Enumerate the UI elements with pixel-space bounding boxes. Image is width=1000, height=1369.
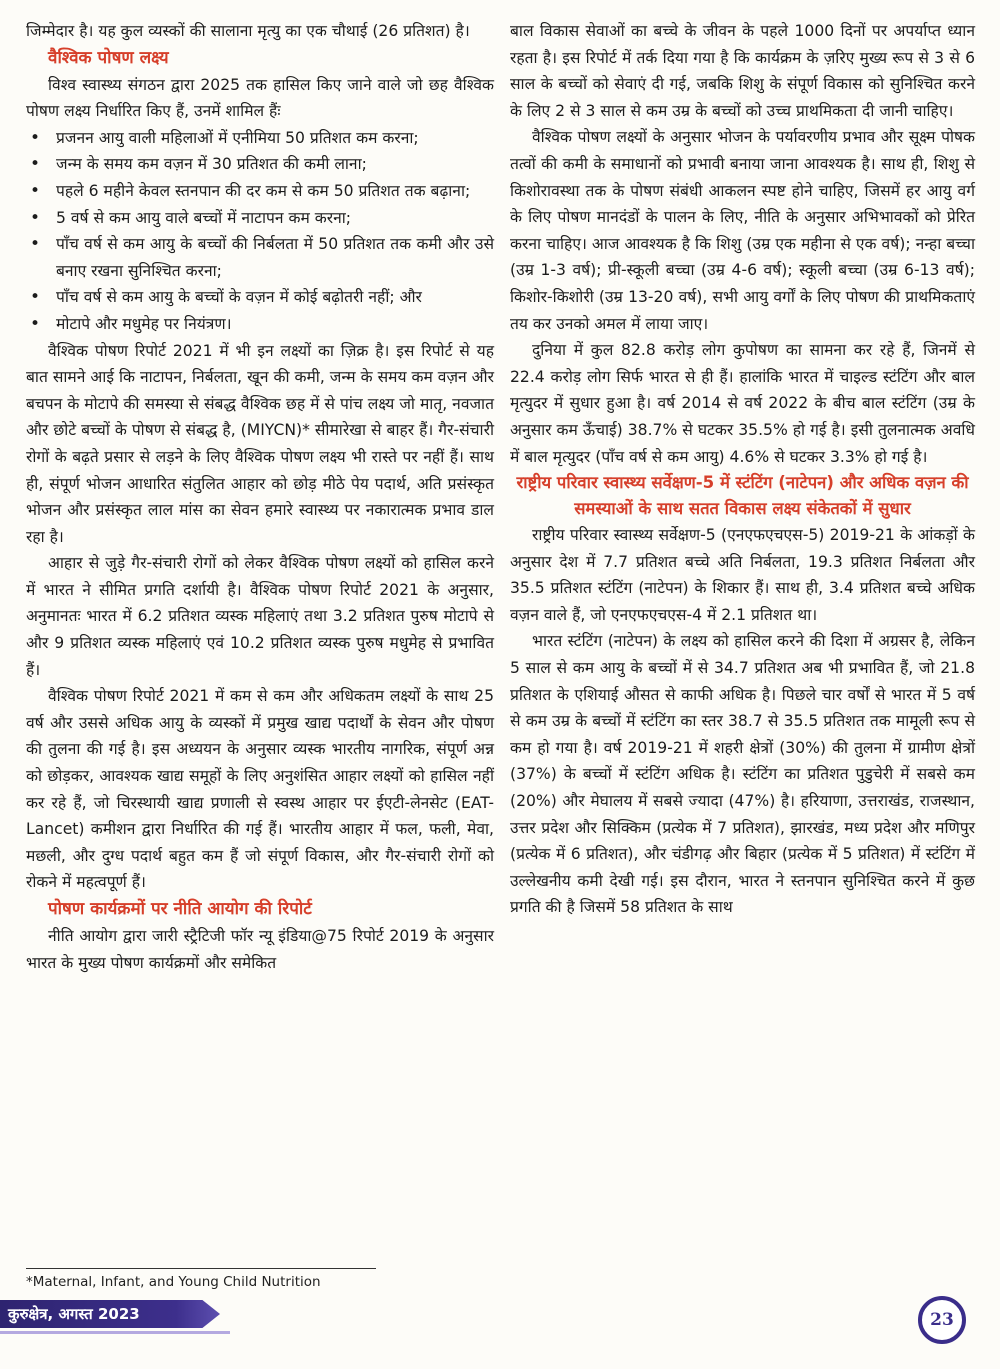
list-item: • पहले 6 महीने केवल स्तनपान की दर कम से कम 50 प्रतिशत तक बढ़ाना; (56, 178, 494, 205)
paragraph: बाल विकास सेवाओं का बच्चे के जीवन के पहले 1000 दिनों पर अपर्याप्त ध्यान रहता है। इस रिपोर्ट में तर्क दिया गया है कि कार्यक्रम के ज़रिए मुख्य रूप से 3 से 6 साल के बच्चों को सेवाएं दी गई, जबकि शिशु के संपूर्ण विकास को सुनिश्चित करने के लिए 2 से 3 साल से कम उम्र के बच्चों को उच्च प्राथमिकता दी जानी चाहिए। (510, 22, 975, 120)
list-item: • पाँच वर्ष से कम आयु के बच्चों की निर्बलता में 50 प्रतिशत तक कमी और उसे बनाए रखना सुनिश्चित करना; (56, 231, 494, 284)
section-heading-niti-aayog-report: पोषण कार्यक्रमों पर नीति आयोग की रिपोर्ट (48, 899, 312, 919)
magazine-issue-label: कुरुक्षेत्र, अगस्त 2023 (8, 1305, 140, 1323)
list-item: • प्रजनन आयु वाली महिलाओं में एनीमिया 50 प्रतिशत कम करना; (56, 125, 494, 152)
list-item: • पाँच वर्ष से कम आयु के बच्चों के वज़न में कोई बढ़ोतरी नहीं; और (56, 284, 494, 311)
paragraph: आहार से जुड़े गैर-संचारी रोगों को लेकर वैश्विक पोषण लक्ष्यों को हासिल करने में भारत ने सीमित प्रगति दर्शायी है। वैश्विक पोषण रिपोर्ट 2021 के अनुसार, अनुमानतः भारत में 6.2 प्रतिशत व्यस्क महिलाएं तथा 3.2 प्रतिशत पुरुष मोटापे से और 9 प्रतिशत व्यस्क महिलाएं एवं 10.2 प्रतिशत व्यस्क पुरुष मधुमेह से प्रभावित हैं। (26, 554, 494, 679)
list-item: • 5 वर्ष से कम आयु वाले बच्चों में नाटापन कम करना; (56, 205, 494, 232)
paragraph: राष्ट्रीय परिवार स्वास्थ्य सर्वेक्षण-5 (एनएफएचएस-5) 2019-21 के आंकड़ों के अनुसार देश में 7.7 प्रतिशत बच्चे अति निर्बलता, 19.3 प्रतिशत निर्बलता और 35.5 प्रतिशत स्टंटिंग (नाटेपन) के शिकार हैं। साथ ही, 3.4 प्रतिशत बच्चे अधिक वज़न वाले हैं, जो एनएफएचएस-4 में 2.1 प्रतिशत था। (510, 526, 975, 624)
paragraph: वैश्विक पोषण रिपोर्ट 2021 में भी इन लक्ष्यों का ज़िक्र है। इस रिपोर्ट से यह बात सामने आई कि नाटापन, निर्बलता, खून की कमी, जन्म के समय कम वज़न और बचपन के मोटापे की समस्या से संबद्ध वैश्विक छह में से पांच लक्ष्य जो मातृ, नवजात और छोटे बच्चों के पोषण से संबद्ध है, (MIYCN)* सीमारेखा से बाहर हैं। गैर-संचारी रोगों के बढ़ते प्रसार से लड़ने के लिए वैश्विक पोषण लक्ष्य भी रास्ते पर नहीं हैं। साथ ही, संपूर्ण भोजन आधारित संतुलित आहार को छोड़ मीठे पेय पदार्थ, अति प्रसंस्कृत भोजन और प्रसंस्कृत लाल मांस का सेवन हमारे स्वास्थ्य पर नकारात्मक प्रभाव डाल रहा है। (26, 341, 494, 546)
paragraph: दुनिया में कुल 82.8 करोड़ लोग कुपोषण का सामना कर रहे हैं, जिनमें से 22.4 करोड़ लोग सिर्फ भारत से ही हैं। हालांकि भारत में चाइल्ड स्टंटिंग और बाल मृत्युदर में सुधार हुआ है। वर्ष 2014 से वर्ष 2022 के बीच बाल स्टंटिंग (उम्र के अनुसार कम ऊँचाई) 38.7% से घटकर 35.5% हो गई है। इसी तुलनात्मक अवधि में बाल मृत्युदर (पाँच वर्ष से कम आयु) 4.6% से घटकर 3.3% हो गई है। (510, 341, 975, 466)
left-column (26, 18, 494, 976)
paragraph: भारत स्टंटिंग (नाटेपन) के लक्ष्य को हासिल करने की दिशा में अग्रसर है, लेकिन 5 साल से कम आयु के बच्चों में से 34.7 प्रतिशत अब भी प्रभावित हैं, जो 21.8 प्रतिशत के एशियाई औसत से काफी अधिक है। पिछले चार वर्षों से भारत में 5 वर्ष से कम उम्र के बच्चों में स्टंटिंग का स्तर 38.7 से 35.5 प्रतिशत तक मामूली रूप से कम हो गया है। वर्ष 2019-21 में शहरी क्षेत्रों (30%) की तुलना में ग्रामीण क्षेत्रों (37%) के बच्चों में स्टंटिंग अधिक है। स्टंटिंग का प्रतिशत पुडुचेरी में सबसे कम (20%) और मेघालय में सबसे ज्यादा (47%) है। हरियाणा, उत्तराखंड, राजस्थान, उत्तर प्रदेश और सिक्किम (प्रत्येक में 7 प्रतिशत), झारखंड, मध्य प्रदेश और मणिपुर (प्रत्येक में 6 प्रतिशत), और चंडीगढ़ और बिहार (प्रत्येक में 5 प्रतिशत) में स्टंटिंग में उल्लेखनीय कमी देखी गई। इस दौरान, भारत ने स्तनपान सुनिश्चित करने में कुछ प्रगति की है जिसमें 58 प्रतिशत के साथ (510, 632, 975, 917)
section-heading-global-nutrition-targets: वैश्विक पोषण लक्ष्य (48, 47, 169, 68)
footnote-divider (26, 1268, 376, 1269)
list-item: • जन्म के समय कम वज़न में 30 प्रतिशत की कमी लाना; (56, 151, 494, 178)
footnote: *Maternal, Infant, and Young Child Nutrition (26, 1274, 321, 1290)
intro-paragraph: जिम्मेदार है। यह कुल व्यस्कों की सालाना मृत्यु का एक चौथाई (26 प्रतिशत) है। (26, 22, 470, 40)
page-number: 23 (918, 1296, 966, 1344)
list-item: • मोटापे और मधुमेह पर नियंत्रण। (56, 311, 494, 338)
footer-stripe (0, 1331, 230, 1334)
paragraph: वैश्विक पोषण रिपोर्ट 2021 में कम से कम और अधिकतम लक्ष्यों के साथ 25 वर्ष और उससे अधिक आयु के व्यस्कों में प्रमुख खाद्य पदार्थों के सेवन और पोषण की तुलना की गई है। इस अध्ययन के अनुसार व्यस्क भारतीय नागरिक, संपूर्ण अन्न को छोड़कर, आवश्यक खाद्य समूहों के लिए अनुशंसित आहार लक्ष्यों को हासिल नहीं कर रहे हैं, जो चिरस्थायी खाद्य प्रणाली से स्वस्थ आहार पर ईएटी-लेनसेट (EAT-Lancet) कमीशन द्वारा निर्धारित की गई हैं। भारतीय आहार में फल, फली, मेवा, मछली, और दुग्ध पदार्थ बहुत कम हैं जो संपूर्ण विकास, और गैर-संचारी रोगों को रोकने में महत्वपूर्ण हैं। (26, 687, 494, 892)
right-column (510, 18, 975, 921)
paragraph: नीति आयोग द्वारा जारी स्ट्रैटिजी फॉर न्यू इंडिया@75 रिपोर्ट 2019 के अनुसार भारत के मुख्य पोषण कार्यक्रमों और समेकित (26, 927, 494, 972)
section-heading-nfhs5: राष्ट्रीय परिवार स्वास्थ्य सर्वेक्षण-5 में स्टंटिंग (नाटेपन) और अधिक वज़न की समस्याओं के साथ सतत विकास लक्ष्य संकेतकों में सुधार (516, 473, 969, 519)
paragraph: विश्व स्वास्थ्य संगठन द्वारा 2025 तक हासिल किए जाने वाले जो छह वैश्विक पोषण लक्ष्य निर्धारित किए हैं, उनमें शामिल हैंः (26, 75, 494, 121)
paragraph: वैश्विक पोषण लक्ष्यों के अनुसार भोजन के पर्यावरणीय प्रभाव और सूक्ष्म पोषक तत्वों की कमी के समाधानों को प्रभावी बनाया जाना आवश्यक है। साथ ही, शिशु से किशोरावस्था तक के पोषण संबंधी आकलन स्पष्ट होने चाहिए, जिसमें हर आयु वर्ग के लिए पोषण मानदंडों के पालन के लिए, नीति के अनुसार अभिभावकों को प्रेरित करना चाहिए। आज आवश्यक है कि शिशु (उम्र एक महीना से एक वर्ष); नन्हा बच्चा (उम्र 1-3 वर्ष); प्री-स्कूली बच्चा (उम्र 4-6 वर्ष); स्कूली बच्चा (उम्र 6-13 वर्ष); किशोर-किशोरी (उम्र 13-20 वर्ष), सभी आयु वर्गों के लिए पोषण की प्राथमिकताएं तय कर उनको अमल में लाया जाए। (510, 128, 975, 333)
targets-list (26, 125, 494, 338)
